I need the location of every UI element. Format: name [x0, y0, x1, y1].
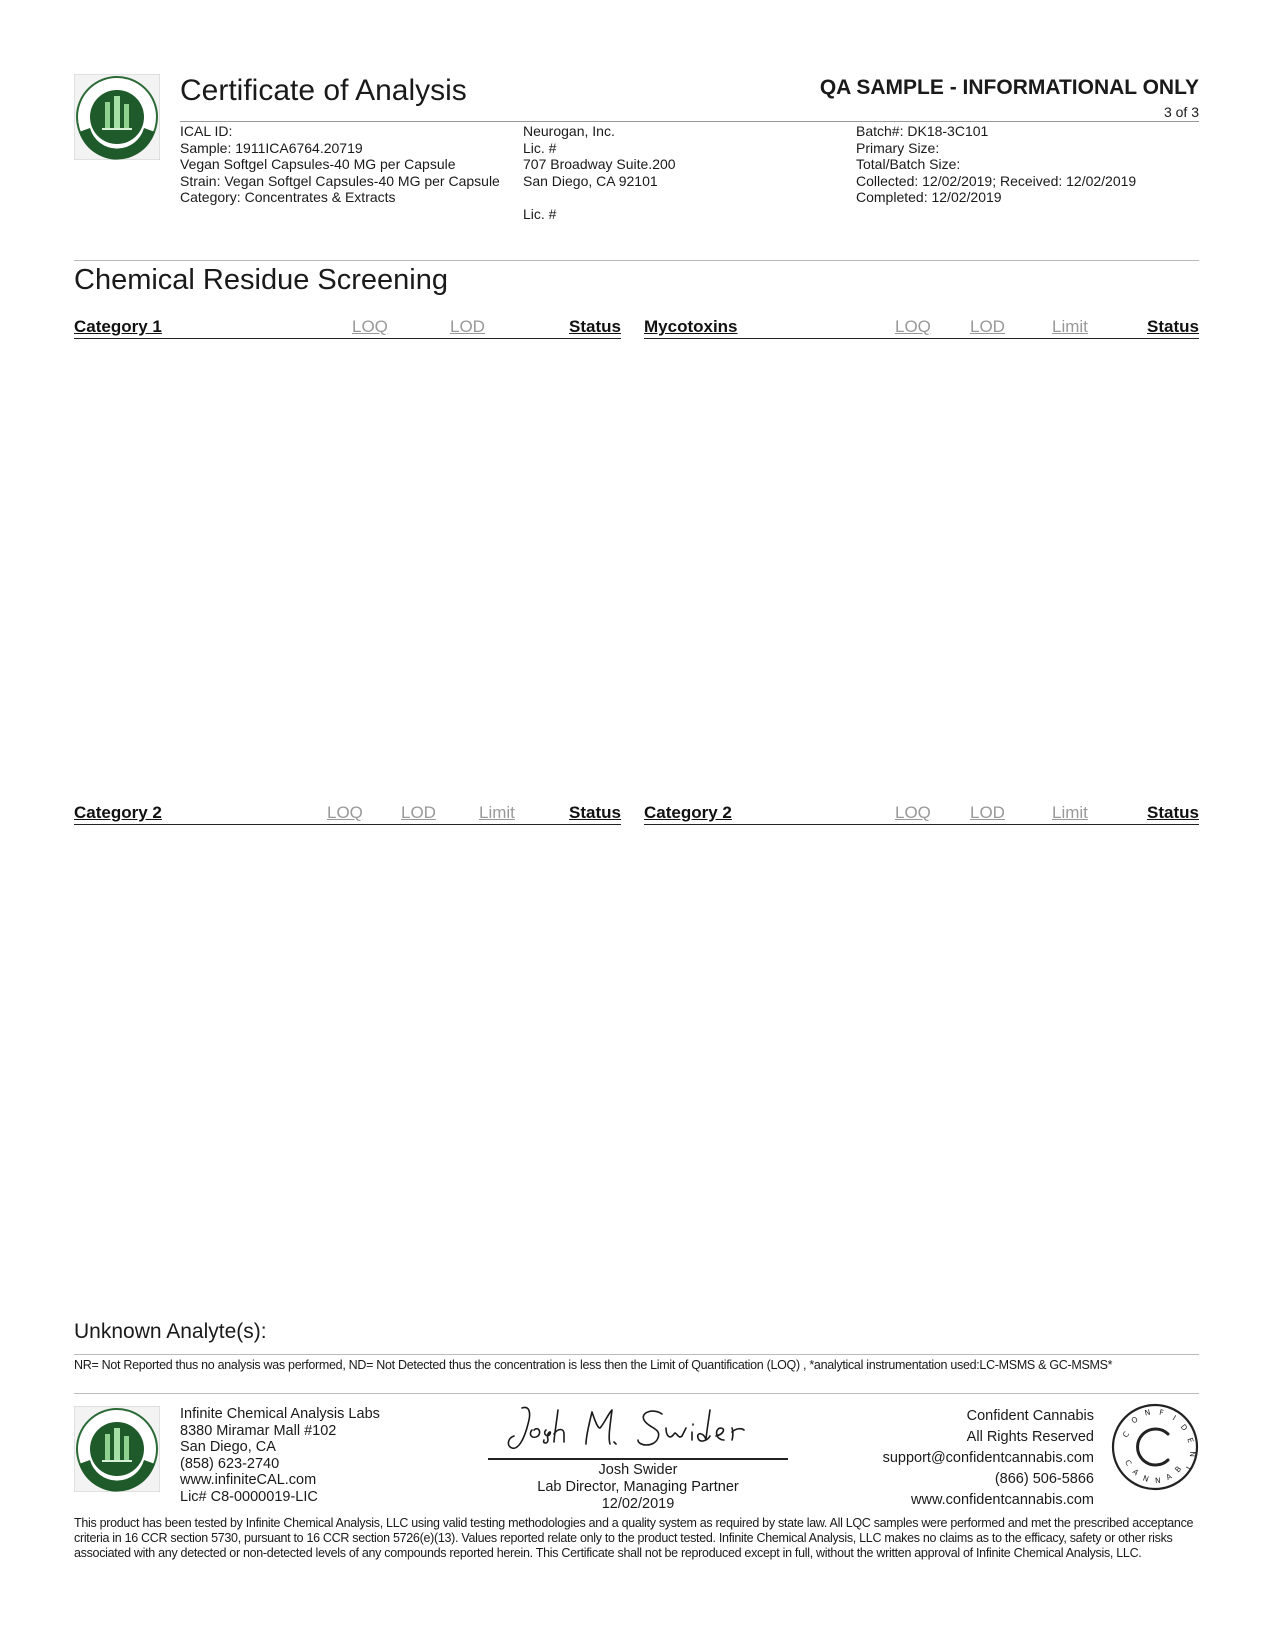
cc-name: Confident Cannabis — [966, 1408, 1094, 1424]
footnote: NR= Not Reported thus no analysis was performed, ND= Not Detected thus the concentration is less then the Limit of Quantification (LOQ) , *analytical instrumentation used:LC-MSMS & GC-MSMS* — [74, 1358, 1113, 1372]
category1-label: Category 1 — [74, 317, 162, 336]
sample-strain: Strain: Vegan Softgel Capsules-40 MG per Capsule — [180, 172, 500, 189]
cc-phone: (866) 506-5866 — [994, 1471, 1094, 1487]
cc-website[interactable]: www.confidentcannabis.com — [911, 1492, 1094, 1508]
svg-text:O: O — [1129, 1414, 1140, 1426]
category2-left-lod: LOD — [401, 803, 436, 822]
signer-name: Josh Swider — [598, 1462, 678, 1478]
category2-right-status: Status — [1147, 803, 1199, 822]
svg-text:A: A — [1130, 1466, 1141, 1478]
lab-website[interactable]: www.infiniteCAL.com — [180, 1472, 317, 1488]
sample-name: Vegan Softgel Capsules-40 MG per Capsule — [180, 156, 456, 172]
completed-date: Completed: 12/02/2019 — [856, 189, 1002, 205]
category2-left-loq: LOQ — [327, 803, 363, 822]
note-top-divider — [74, 1354, 1199, 1355]
batch-number: Batch#: DK18-3C101 — [856, 123, 989, 139]
category2-right-lod: LOD — [970, 803, 1005, 822]
signature-line — [488, 1458, 788, 1460]
unknown-analytes-heading: Unknown Analyte(s): — [74, 1320, 267, 1343]
cc-rights: All Rights Reserved — [966, 1429, 1094, 1445]
collected-received: Collected: 12/02/2019; Received: 12/02/2019 — [856, 172, 1137, 189]
page-number: 3 of 3 — [1163, 104, 1199, 120]
lab-phone: (858) 623-2740 — [180, 1455, 280, 1472]
lab-logo-footer — [74, 1406, 160, 1492]
lab-contact — [180, 1406, 380, 1505]
lab-logo — [74, 74, 160, 160]
note-bottom-divider — [74, 1393, 1199, 1394]
signer-title: Lab Director, Managing Partner — [537, 1479, 739, 1495]
confident-cannabis-logo — [1110, 1402, 1200, 1492]
svg-text:F: F — [1158, 1407, 1165, 1418]
category1-lod: LOD — [450, 317, 485, 336]
lab-address2: San Diego, CA — [180, 1439, 276, 1455]
document-title: Certificate of Analysis — [180, 74, 467, 107]
category2-left-table-header — [74, 802, 621, 825]
primary-size: Primary Size: — [856, 139, 940, 156]
client-name: Neurogan, Inc. — [523, 123, 615, 139]
svg-text:C: C — [1120, 1429, 1132, 1440]
cc-email[interactable]: support@confidentcannabis.com — [882, 1450, 1094, 1466]
category2-right-limit: Limit — [1052, 803, 1088, 822]
svg-text:E: E — [1185, 1436, 1196, 1444]
signer-block — [488, 1462, 788, 1513]
mycotoxins-loq: LOQ — [895, 317, 931, 336]
sample-info — [180, 123, 500, 206]
category2-right-label: Category 2 — [644, 803, 732, 822]
svg-text:I: I — [1170, 1413, 1178, 1423]
svg-text:N: N — [1143, 1407, 1152, 1418]
section-title: Chemical Residue Screening — [74, 264, 448, 296]
client-address-line2: San Diego, CA 92101 — [523, 172, 658, 189]
lab-license: Lic# C8-0000019-LIC — [180, 1488, 318, 1505]
svg-text:T: T — [1183, 1464, 1194, 1473]
signature-image — [488, 1398, 788, 1458]
svg-text:N: N — [1141, 1473, 1150, 1484]
sample-category: Category: Concentrates & Extracts — [180, 189, 396, 205]
category1-table-header — [74, 316, 621, 339]
total-batch-size: Total/Batch Size: — [856, 156, 961, 172]
category2-right-table-header — [644, 802, 1199, 825]
svg-text:N: N — [1187, 1451, 1198, 1458]
svg-text:B: B — [1173, 1464, 1184, 1475]
client-license: Lic. # — [523, 139, 557, 156]
category1-loq: LOQ — [352, 317, 388, 336]
batch-info — [856, 123, 1136, 206]
svg-text:A: A — [1164, 1471, 1174, 1482]
mycotoxins-limit: Limit — [1052, 317, 1088, 336]
category2-right-loq: LOQ — [895, 803, 931, 822]
confident-cannabis-contact — [883, 1406, 1094, 1511]
svg-text:D: D — [1178, 1422, 1190, 1433]
category2-left-label: Category 2 — [74, 803, 162, 822]
category1-status: Status — [569, 317, 621, 336]
section-divider — [74, 260, 1199, 261]
svg-text:N: N — [1154, 1475, 1161, 1486]
mycotoxins-label: Mycotoxins — [644, 317, 738, 336]
signature-date: 12/02/2019 — [601, 1496, 675, 1512]
lab-name: Infinite Chemical Analysis Labs — [180, 1406, 380, 1422]
category2-left-status: Status — [569, 803, 621, 822]
client-license-2: Lic. # — [523, 205, 557, 222]
mycotoxins-lod: LOD — [970, 317, 1005, 336]
qa-banner: QA SAMPLE - INFORMATIONAL ONLY — [819, 76, 1199, 99]
client-info — [523, 123, 676, 222]
lab-address1: 8380 Miramar Mall #102 — [180, 1422, 337, 1439]
client-address-line1: 707 Broadway Suite.200 — [523, 156, 676, 172]
mycotoxins-status: Status — [1147, 317, 1199, 336]
category2-left-limit: Limit — [479, 803, 515, 822]
sample-id: Sample: 1911ICA6764.20719 — [180, 139, 363, 156]
legal-disclaimer: This product has been tested by Infinite Chemical Analysis, LLC using valid testing methodologies and a quality system as required by state law. All LQC samples were performed and met the prescribed acceptance criteria in 16 CCR section 5730, pursuant to 16 CCR section 5726(e)(13). Values reported relate only to the product tested. Infinite Chemical Analysis, LLC makes no claims as to the efficacy, safety or other risks associated with any detected or non-detected levels of any compounds reported herein. This Certificate shall not be reproduced except in full, without the written approval of Infinite Chemical Analysis, LLC. — [74, 1516, 1194, 1560]
ical-id: ICAL ID: — [180, 123, 233, 139]
header-divider — [180, 121, 1199, 122]
svg-text:C: C — [1122, 1458, 1134, 1468]
mycotoxins-table-header — [644, 316, 1199, 339]
